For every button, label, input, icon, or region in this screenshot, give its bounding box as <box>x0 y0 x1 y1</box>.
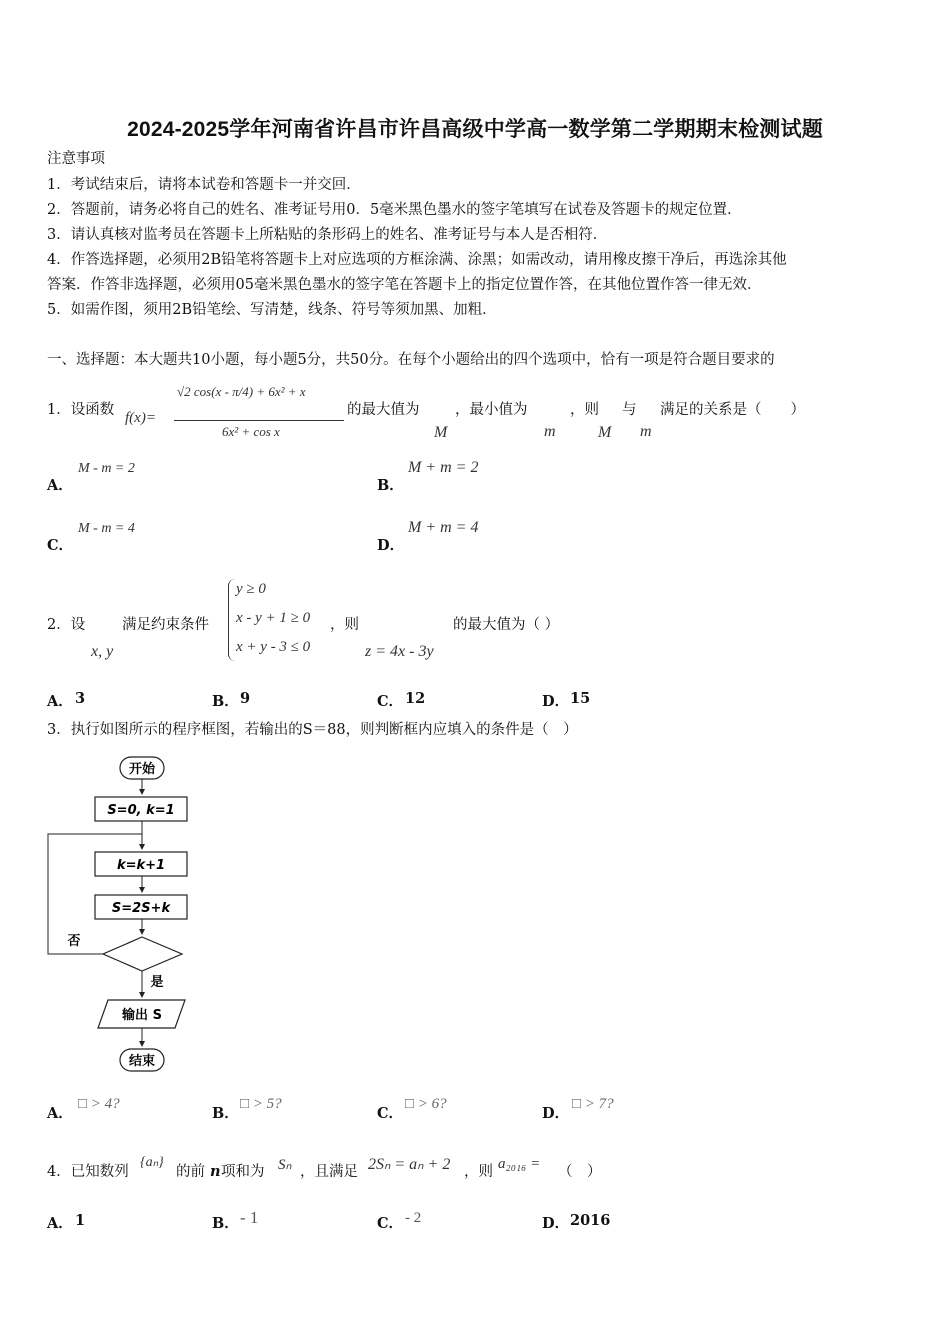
q1-text: 满足的关系是（ ） <box>660 402 805 418</box>
q3-option-value: □ > 7? <box>572 1096 614 1112</box>
q1-text: 的最大值为 <box>347 402 420 418</box>
q4-text: ，则 <box>464 1164 493 1180</box>
q2-option-value: 12 <box>405 690 426 707</box>
q1-option-label: A． <box>47 477 73 494</box>
q4-equation: 2Sₙ = aₙ + 2 <box>368 1156 451 1173</box>
flow-decision-shape <box>103 937 182 971</box>
flow-start-label: 开始 <box>128 762 156 777</box>
q1-option-label: D． <box>377 537 405 554</box>
flow-init-label: S=0, k=1 <box>107 803 175 818</box>
q4-option-value: 2016 <box>570 1212 611 1229</box>
notice-item: 1．考试结束后，请将本试卷和答题卡一并交回． <box>47 177 361 193</box>
q1-text: 与 <box>622 402 637 418</box>
q4-option-value: - 1 <box>240 1208 259 1227</box>
q4-option-value: - 2 <box>405 1210 422 1226</box>
q2-constraint: y ≥ 0 <box>236 581 266 597</box>
flow-step1-label: k=k+1 <box>116 858 166 873</box>
q2-text: ，则 <box>330 617 359 633</box>
flow-no-label: 否 <box>67 934 81 949</box>
q2-option-value: 3 <box>75 690 86 707</box>
section-heading: 一、选择题：本大题共10小题，每小题5分，共50分。在每个小题给出的四个选项中，恰有一项是符合题目要求的 <box>47 352 775 368</box>
notice-item: 5．如需作图，须用2B铅笔绘、写清楚，线条、符号等须加黑、加粗． <box>47 302 497 318</box>
q1-fraction-line <box>174 420 344 421</box>
q4-sequence: {aₙ} <box>140 1155 164 1170</box>
q2-text: 的最大值为（ ） <box>453 617 560 633</box>
q4-option-label: D． <box>542 1215 570 1232</box>
q4-option-label: C． <box>377 1215 404 1232</box>
q3-option-value: □ > 5? <box>240 1096 282 1112</box>
q4-a2016: a₂₀₁₆ = <box>498 1156 541 1172</box>
q1-option-label: B． <box>377 477 404 494</box>
notice-item: 4．作答选择题，必须用2B铅笔将答题卡上对应选项的方框涂满、涂黑；如需改动，请用橡皮擦干净后，再选涂其他 <box>47 252 787 268</box>
flow-end-label: 结束 <box>128 1054 156 1069</box>
q2-objective: z = 4x - 3y <box>365 643 434 660</box>
q2-option-label: D． <box>542 693 570 710</box>
q1-text: ，最小值为 <box>455 402 528 418</box>
flowchart <box>40 750 200 1080</box>
q2-option-value: 9 <box>240 690 251 707</box>
notice-item: 2．答题前，请务必将自己的姓名、准考证号用0．5毫米黑色墨水的签字笔填写在试卷及答题卡的规定位置． <box>47 202 742 218</box>
q4-number: 4．已知数列 <box>47 1164 129 1180</box>
q1-m: m <box>544 423 556 440</box>
flow-yes-label: 是 <box>150 975 164 990</box>
q4-option-label: B． <box>212 1215 239 1232</box>
q4-text: 的前 <box>176 1164 205 1180</box>
flow-output-label: 输出 S <box>122 1008 162 1023</box>
notice-item: 答案．作答非选择题，必须用05毫米黑色墨水的签字笔在答题卡上的指定位置作答，在其他位置作答一律无效． <box>47 277 762 293</box>
q1-option-value: M + m = 2 <box>408 459 479 476</box>
q1-text: ，则 <box>570 402 599 418</box>
q2-option-label: C． <box>377 693 404 710</box>
q1-m: m <box>640 423 652 440</box>
flow-step2-label: S=2S+k <box>111 901 171 916</box>
q4-n: n <box>210 1163 221 1180</box>
notice-item: 3．请认真核对监考员在答题卡上所粘贴的条形码上的姓名、准考证号与本人是否相符． <box>47 227 608 243</box>
q4-text: （ ） <box>558 1164 602 1180</box>
q3-text: 3．执行如图所示的程序框图，若输出的S＝88，则判断框内应填入的条件是（ ） <box>47 722 578 738</box>
q1-number: 1．设函数 <box>47 402 115 418</box>
q2-constraint: x + y - 3 ≤ 0 <box>236 639 311 655</box>
q1-numerator: √2 cos(x - π/4) + 6x² + x <box>177 384 306 399</box>
page-title: 2024-2025学年河南省许昌市许昌高级中学高一数学第二学期期末检测试题 <box>127 118 823 141</box>
q2-number: 2．设 <box>47 617 86 633</box>
q2-option-label: B． <box>212 693 239 710</box>
q1-option-value: M - m = 2 <box>78 461 135 476</box>
q4-text: 项和为 <box>221 1164 265 1180</box>
q1-M: M <box>434 424 448 441</box>
q4-Sn: Sₙ <box>278 1157 292 1173</box>
q2-xy: x, y <box>91 643 114 660</box>
q1-denominator: 6x² + cos x <box>222 424 280 439</box>
q3-option-label: A． <box>47 1105 73 1122</box>
q2-option-value: 15 <box>570 690 591 707</box>
q2-constraint: x - y + 1 ≥ 0 <box>236 610 311 626</box>
q1-fx: f(x)= <box>125 410 156 426</box>
q3-option-label: D． <box>542 1105 570 1122</box>
q3-option-label: B． <box>212 1105 239 1122</box>
q2-option-label: A． <box>47 693 73 710</box>
q1-option-label: C． <box>47 537 74 554</box>
q4-option-label: A． <box>47 1215 73 1232</box>
q2-text: 满足约束条件 <box>122 617 209 633</box>
notice-heading: 注意事项 <box>47 151 105 167</box>
q4-text: ，且满足 <box>300 1164 358 1180</box>
q3-option-value: □ > 6? <box>405 1096 447 1112</box>
q2-brace <box>228 579 235 661</box>
q1-M: M <box>598 424 612 441</box>
q1-option-value: M - m = 4 <box>78 521 135 536</box>
q4-option-value: 1 <box>75 1212 86 1229</box>
q3-option-label: C． <box>377 1105 404 1122</box>
q3-option-value: □ > 4? <box>78 1096 120 1112</box>
q1-option-value: M + m = 4 <box>408 519 479 536</box>
